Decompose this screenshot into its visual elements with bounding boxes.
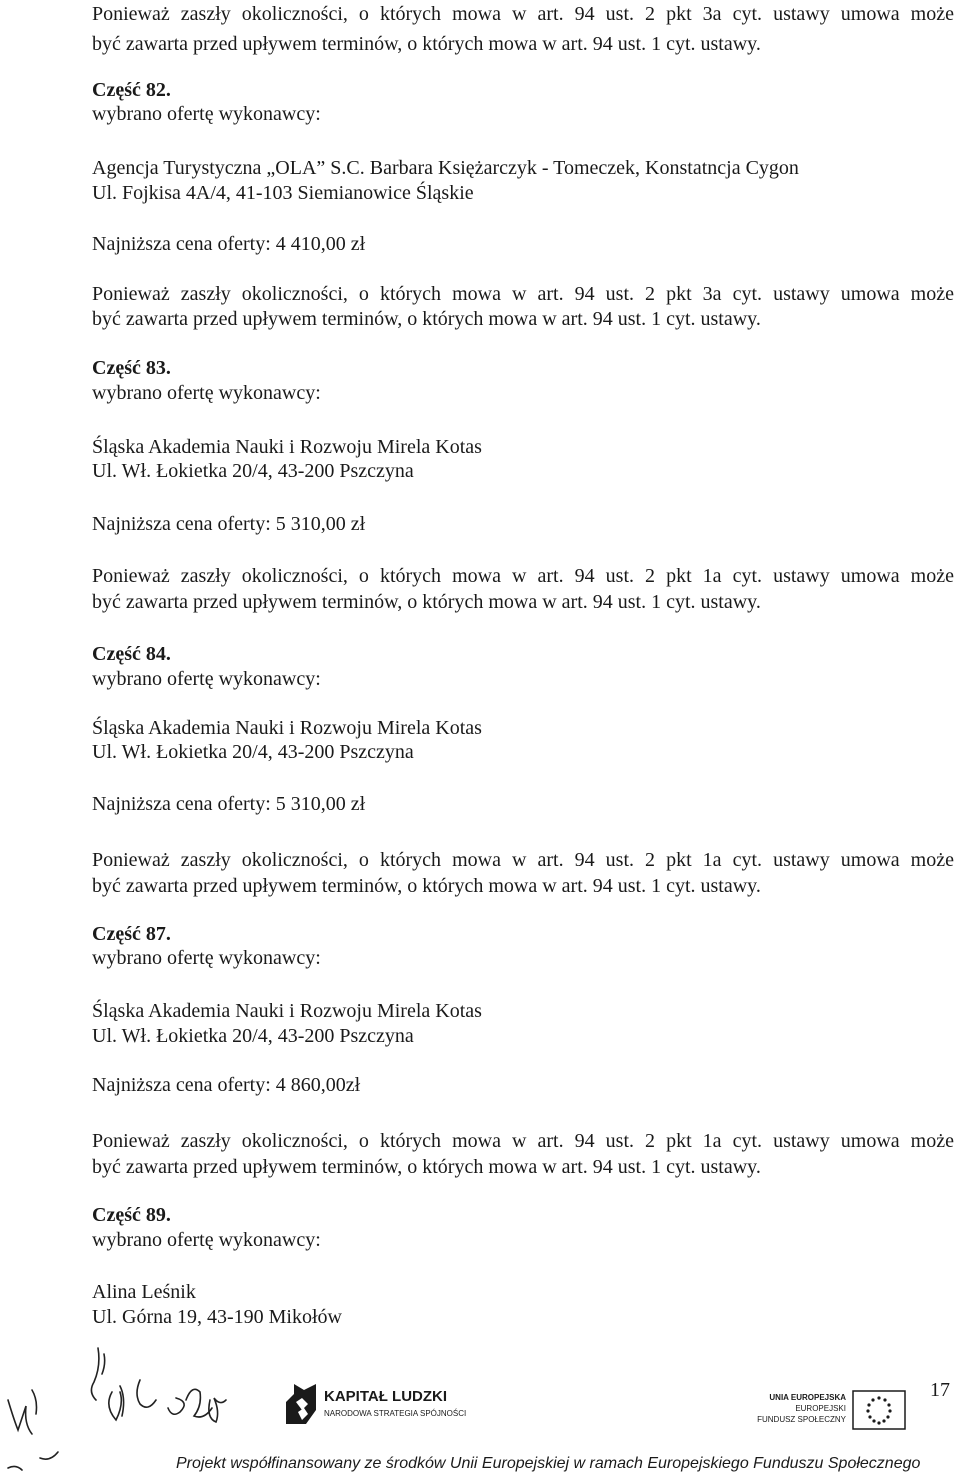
reason-line: być zawarta przed upływem terminów, o których mowa w art. 94 ust. 1 cyt. ustawy. [92,33,761,55]
contractor-address: Ul. Wł. Łokietka 20/4, 43-200 Pszczyna [92,460,414,482]
kapital-ludzki-logo-icon [284,1380,318,1428]
contractor-address: Ul. Wł. Łokietka 20/4, 43-200 Pszczyna [92,741,414,763]
esf-label: EUROPEJSKI [795,1404,846,1413]
lowest-price: Najniższa cena oferty: 4 410,00 zł [92,233,366,255]
lowest-price: Najniższa cena oferty: 4 860,00zł [92,1074,361,1096]
section-intro: wybrano ofertę wykonawcy: [92,947,321,969]
reason-line: Ponieważ zaszły okoliczności, o których mowa w art. 94 ust. 2 pkt 1a cyt. ustawy umowa może [92,565,954,587]
reason-line: Ponieważ zaszły okoliczności, o których mowa w art. 94 ust. 2 pkt 3a cyt. ustawy umowa może [92,3,954,25]
page-number: 17 [930,1379,950,1401]
contractor-name: Śląska Akademia Nauki i Rozwoju Mirela Kotas [92,1000,482,1022]
reason-paragraph [92,1129,954,1153]
contractor-address: Ul. Górna 19, 43-190 Mikołów [92,1306,342,1328]
section-intro: wybrano ofertę wykonawcy: [92,1229,321,1251]
eu-flag-icon [852,1390,906,1430]
reason-line: Ponieważ zaszły okoliczności, o których mowa w art. 94 ust. 2 pkt 3a cyt. ustawy umowa może [92,283,954,305]
section-heading: Część 84. [92,643,171,665]
contractor-name: Śląska Akademia Nauki i Rozwoju Mirela Kotas [92,436,482,458]
esf-label: FUNDUSZ SPOŁECZNY [757,1415,846,1424]
reason-line: Ponieważ zaszły okoliczności, o których mowa w art. 94 ust. 2 pkt 1a cyt. ustawy umowa może [92,1130,954,1152]
section-intro: wybrano ofertę wykonawcy: [92,668,321,690]
reason-paragraph [92,848,954,872]
cofinancing-note: Projekt współfinansowany ze środków Unii Europejskiej w ramach Europejskiego Funduszu Społecznego [176,1455,921,1472]
contractor-name: Agencja Turystyczna „OLA” S.C. Barbara Księżarczyk - Tomeczek, Konstatncja Cygon [92,157,799,179]
reason-paragraph [92,2,954,26]
reason-line: być zawarta przed upływem terminów, o których mowa w art. 94 ust. 1 cyt. ustawy. [92,591,761,613]
reason-line: być zawarta przed upływem terminów, o których mowa w art. 94 ust. 1 cyt. ustawy. [92,875,761,897]
section-heading: Część 82. [92,79,171,101]
eu-label: UNIA EUROPEJSKA [769,1393,846,1402]
section-heading: Część 89. [92,1204,171,1226]
lowest-price: Najniższa cena oferty: 5 310,00 zł [92,793,366,815]
section-intro: wybrano ofertę wykonawcy: [92,382,321,404]
contractor-name: Alina Leśnik [92,1281,196,1303]
section-intro: wybrano ofertę wykonawcy: [92,103,321,125]
reason-line: być zawarta przed upływem terminów, o których mowa w art. 94 ust. 1 cyt. ustawy. [92,1156,761,1178]
section-heading: Część 87. [92,923,171,945]
reason-line: Ponieważ zaszły okoliczności, o których mowa w art. 94 ust. 2 pkt 1a cyt. ustawy umowa może [92,849,954,871]
lowest-price: Najniższa cena oferty: 5 310,00 zł [92,513,366,535]
kapital-ludzki-subtitle: NARODOWA STRATEGIA SPÓJNOŚCI [324,1409,467,1418]
section-heading: Część 83. [92,357,171,379]
contractor-address: Ul. Fojkisa 4A/4, 41-103 Siemianowice Śląskie [92,182,474,204]
contractor-address: Ul. Wł. Łokietka 20/4, 43-200 Pszczyna [92,1025,414,1047]
contractor-name: Śląska Akademia Nauki i Rozwoju Mirela Kotas [92,717,482,739]
reason-line: być zawarta przed upływem terminów, o których mowa w art. 94 ust. 1 cyt. ustawy. [92,308,761,330]
reason-paragraph [92,282,954,306]
reason-paragraph [92,564,954,588]
kapital-ludzki-title: KAPITAŁ LUDZKI [324,1388,448,1405]
